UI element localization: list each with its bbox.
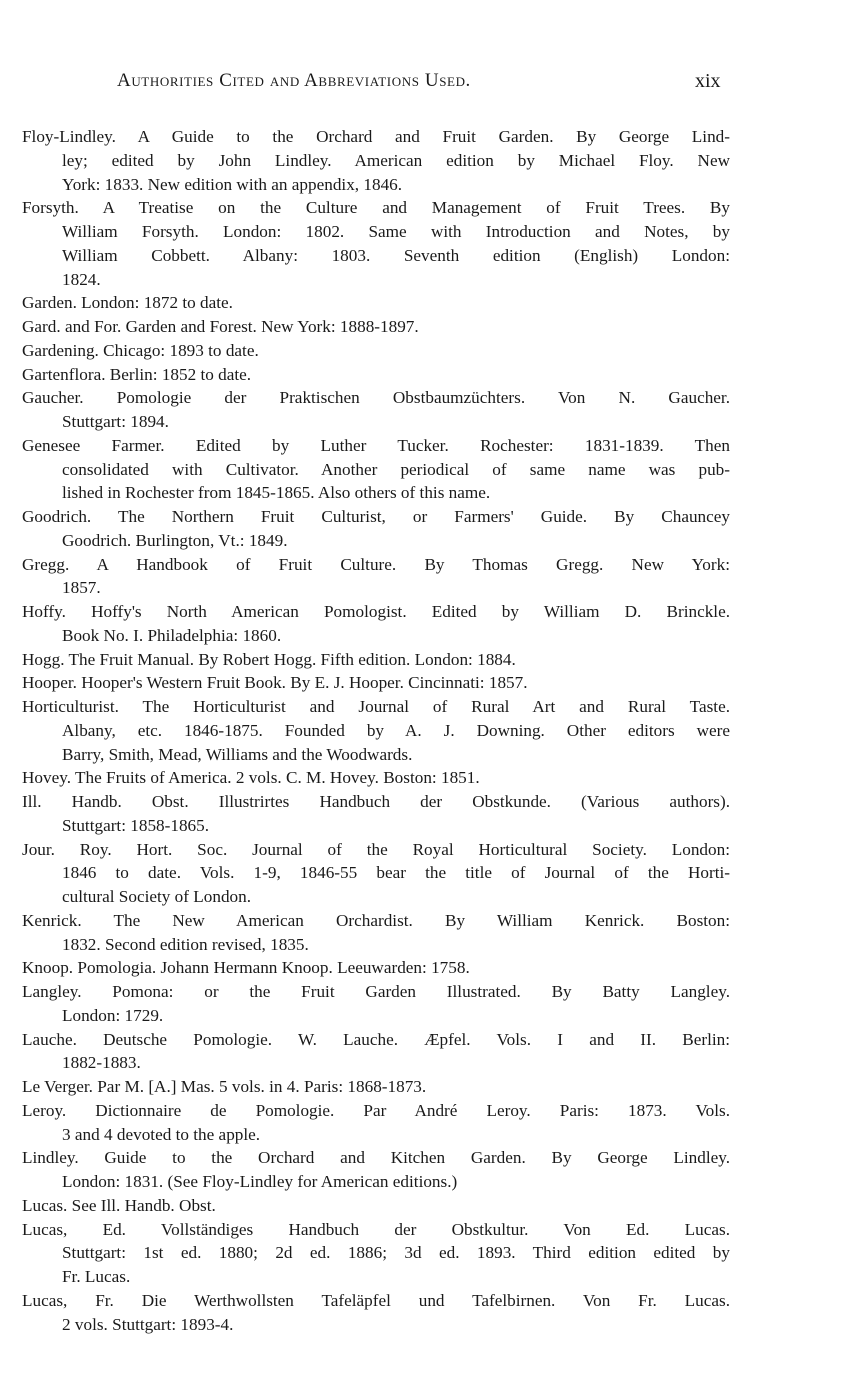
entry-first-line: Ill. Handb. Obst. Illustrirtes Handbuch der Obstkunde. (Various authors).: [22, 792, 730, 811]
entry-continuation-line: York: 1833. New edition with an appendix, 1846.: [62, 174, 403, 194]
bibliography-entry: [22, 790, 730, 838]
entry-continuation-line: Fr. Lucas.: [62, 1267, 131, 1286]
bibliography-entry: [22, 1075, 730, 1099]
bibliography-entry: [22, 695, 730, 766]
bibliography-entry: [22, 1146, 730, 1194]
bibliography-entry: [22, 1099, 730, 1147]
bibliography-list: [22, 125, 730, 1336]
entry-first-line: Lucas, Ed. Vollständiges Handbuch der Obstkultur. Von Ed. Lucas.: [22, 1219, 730, 1239]
entry-continuation-line: 3 and 4 devoted to the apple.: [62, 1124, 261, 1144]
bibliography-entry: [22, 125, 730, 196]
bibliography-entry: [22, 505, 730, 553]
entry-first-line: Lucas. See Ill. Handb. Obst.: [22, 1195, 216, 1215]
entry-continuation-line: Barry, Smith, Mead, Williams and the Woodwards.: [62, 744, 413, 764]
entry-first-line: Hovey. The Fruits of America. 2 vols. C. M. Hovey. Boston: 1851.: [22, 768, 480, 788]
bibliography-entry: [22, 838, 730, 909]
entry-first-line: Gaucher. Pomologie der Praktischen Obstbaumzüchters. Von N. Gaucher.: [22, 388, 730, 408]
entry-first-line: Hoffy. Hoffy's North American Pomologist. Edited by William D. Brinckle.: [22, 602, 730, 621]
page-header: [0, 70, 850, 100]
entry-first-line: Jour. Roy. Hort. Soc. Journal of the Royal Horticultural Society. London:: [22, 839, 730, 859]
entry-continuation-line: Stuttgart: 1st ed. 1880; 2d ed. 1886; 3d ed. 1893. Third edition edited by: [62, 1243, 730, 1263]
entry-continuation-line: 2 vols. Stuttgart: 1893-4.: [62, 1314, 234, 1334]
bibliography-entry: [22, 956, 730, 980]
bibliography-entry: [22, 671, 730, 695]
entry-continuation-line: 1882-1883.: [62, 1053, 141, 1073]
running-title: Authorities Cited and Abbreviations Used.: [117, 70, 471, 91]
bibliography-entry: [22, 315, 730, 339]
entry-first-line: Genesee Farmer. Edited by Luther Tucker. Rochester: 1831-1839. Then: [22, 435, 730, 455]
entry-first-line: Knoop. Pomologia. Johann Hermann Knoop. Leeuwarden: 1758.: [22, 958, 470, 978]
bibliography-entry: [22, 1194, 730, 1218]
entry-first-line: Le Verger. Par M. [A.] Mas. 5 vols. in 4. Paris: 1868-1873.: [22, 1077, 427, 1096]
entry-continuation-line: 1832. Second edition revised, 1835.: [62, 934, 309, 954]
entry-first-line: Goodrich. The Northern Fruit Culturist, or Farmers' Guide. By Chauncey: [22, 507, 730, 526]
entry-first-line: Gardening. Chicago: 1893 to date.: [22, 340, 259, 360]
bibliography-entry: [22, 980, 730, 1028]
entry-first-line: Hogg. The Fruit Manual. By Robert Hogg. Fifth edition. London: 1884.: [22, 649, 516, 669]
bibliography-entry: [22, 1028, 730, 1076]
entry-first-line: Hooper. Hooper's Western Fruit Book. By E. J. Hooper. Cincinnati: 1857.: [22, 673, 528, 693]
bibliography-entry: [22, 600, 730, 648]
entry-continuation-line: Goodrich. Burlington, Vt.: 1849.: [62, 530, 288, 550]
entry-continuation-line: Book No. I. Philadelphia: 1860.: [62, 625, 282, 645]
entry-continuation-line: consolidated with Cultivator. Another periodical of same name was pub-: [62, 459, 730, 479]
entry-first-line: Lindley. Guide to the Orchard and Kitchen Garden. By George Lindley.: [22, 1148, 730, 1168]
bibliography-entry: [22, 553, 730, 601]
bibliography-entry: [22, 1218, 730, 1289]
bibliography-entry: [22, 363, 730, 387]
entry-continuation-line: Albany, etc. 1846-1875. Founded by A. J. Downing. Other editors were: [62, 720, 730, 740]
entry-continuation-line: cultural Society of London.: [62, 887, 252, 906]
entry-first-line: Gartenflora. Berlin: 1852 to date.: [22, 364, 252, 384]
entry-continuation-line: 1857.: [62, 578, 101, 598]
entry-first-line: Lauche. Deutsche Pomologie. W. Lauche. Æpfel. Vols. I and II. Berlin:: [22, 1029, 730, 1049]
entry-continuation-line: lished in Rochester from 1845-1865. Also others of this name.: [62, 483, 491, 503]
bibliography-entry: [22, 339, 730, 363]
entry-first-line: Horticulturist. The Horticulturist and Journal of Rural Art and Rural Taste.: [22, 697, 730, 716]
entry-first-line: Garden. London: 1872 to date.: [22, 293, 233, 313]
entry-first-line: Langley. Pomona: or the Fruit Garden Illustrated. By Batty Langley.: [22, 982, 730, 1001]
entry-continuation-line: ley; edited by John Lindley. American edition by Michael Floy. New: [62, 150, 730, 170]
entry-first-line: Floy-Lindley. A Guide to the Orchard and Fruit Garden. By George Lind-: [22, 127, 730, 146]
entry-continuation-line: 1846 to date. Vols. 1-9, 1846-55 bear the title of Journal of the Horti-: [62, 863, 730, 883]
entry-first-line: Gregg. A Handbook of Fruit Culture. By Thomas Gregg. New York:: [22, 554, 730, 574]
entry-continuation-line: Stuttgart: 1858-1865.: [62, 815, 210, 835]
entry-first-line: Kenrick. The New American Orchardist. By William Kenrick. Boston:: [22, 910, 730, 930]
entry-continuation-line: London: 1729.: [62, 1005, 164, 1025]
bibliography-entry: [22, 648, 730, 672]
bibliography-entry: [22, 386, 730, 434]
bibliography-entry: [22, 196, 730, 291]
entry-continuation-line: Stuttgart: 1894.: [62, 412, 169, 431]
entry-first-line: Leroy. Dictionnaire de Pomologie. Par André Leroy. Paris: 1873. Vols.: [22, 1100, 730, 1120]
entry-first-line: Forsyth. A Treatise on the Culture and Management of Fruit Trees. By: [22, 198, 730, 218]
entry-first-line: Lucas, Fr. Die Werthwollsten Tafeläpfel und Tafelbirnen. Von Fr. Lucas.: [22, 1290, 730, 1310]
entry-continuation-line: William Forsyth. London: 1802. Same with Introduction and Notes, by: [62, 222, 730, 241]
bibliography-entry: [22, 434, 730, 505]
bibliography-entry: [22, 909, 730, 957]
entry-first-line: Gard. and For. Garden and Forest. New York: 1888-1897.: [22, 317, 419, 336]
bibliography-entry: [22, 291, 730, 315]
entry-continuation-line: William Cobbett. Albany: 1803. Seventh edition (English) London:: [62, 245, 730, 265]
bibliography-entry: [22, 1289, 730, 1337]
bibliography-entry: [22, 766, 730, 790]
page-number: xix: [695, 70, 721, 92]
entry-continuation-line: 1824.: [62, 269, 101, 289]
entry-continuation-line: London: 1831. (See Floy-Lindley for American editions.): [62, 1172, 458, 1191]
